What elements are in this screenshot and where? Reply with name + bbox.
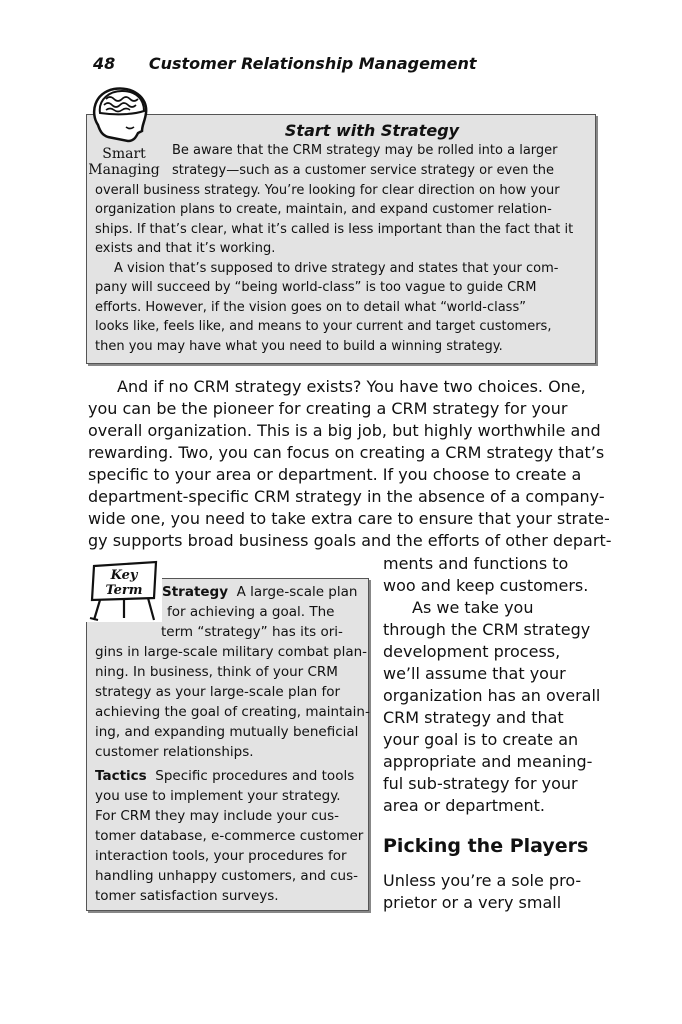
sidebar-title: Start with Strategy xyxy=(284,121,460,140)
sidebar-line: term “strategy” has its ori- xyxy=(161,624,343,640)
sidebar-line: efforts. However, if the vision goes on to detail what “world-class” xyxy=(95,300,526,315)
running-title: Customer Relationship Management xyxy=(148,54,477,73)
brain-head-icon xyxy=(88,85,152,145)
body-line: wide one, you need to take extra care to ensure that your strate- xyxy=(88,509,610,528)
sidebar-line: handling unhappy customers, and cus- xyxy=(95,868,358,884)
body-line: specific to your area or department. If you choose to create a xyxy=(88,465,582,484)
sidebar-line: A vision that’s supposed to drive strategy and states that your com- xyxy=(114,261,559,276)
smart-managing-sidebar xyxy=(86,114,596,364)
body-line: CRM strategy and that xyxy=(383,708,564,727)
body-line: you can be the pioneer for creating a CRM strategy for your xyxy=(88,399,568,418)
running-header xyxy=(93,54,477,73)
body-line: ments and functions to xyxy=(383,554,569,573)
body-line: ful sub-strategy for your xyxy=(383,774,578,793)
term-tactics: Tactics xyxy=(95,768,147,784)
body-line: And if no CRM strategy exists? You have two choices. One, xyxy=(117,377,586,396)
sidebar-line: pany will succeed by “being world-class” is too vague to guide CRM xyxy=(95,280,537,295)
sidebar-line: organization plans to create, maintain, and expand customer relation- xyxy=(95,202,552,217)
key-term-sidebar xyxy=(86,578,369,911)
sidebar-line: Be aware that the CRM strategy may be rolled into a larger xyxy=(172,143,558,158)
body-line: woo and keep customers. xyxy=(383,576,589,595)
sidebar-line: exists and that it’s working. xyxy=(95,241,276,256)
sidebar-line: gins in large-scale military combat plan- xyxy=(95,644,368,660)
sidebar-line: strategy as your large-scale plan for xyxy=(95,684,341,700)
body-line: overall organization. This is a big job, but highly worthwhile and xyxy=(88,421,601,440)
section-heading: Picking the Players xyxy=(383,835,589,857)
sidebar-line: achieving the goal of creating, maintain- xyxy=(95,704,370,720)
sidebar-line: ships. If that’s clear, what it’s called is less important than the fact that it xyxy=(95,222,574,237)
body-line: appropriate and meaning- xyxy=(383,752,593,771)
body-line: organization has an overall xyxy=(383,686,601,705)
sidebar-line: Tactics Specific procedures and tools xyxy=(95,768,355,784)
smart-managing-label: Smart Managing xyxy=(88,146,160,178)
body-line: As we take you xyxy=(412,598,534,617)
page-number: 48 xyxy=(93,54,116,73)
term-strategy: Strategy xyxy=(162,584,229,600)
sidebar-line: for achieving a goal. The xyxy=(167,604,335,620)
sidebar-line: customer relationships. xyxy=(95,744,254,760)
body-line: we’ll assume that your xyxy=(383,664,566,683)
sidebar-line: For CRM they may include your cus- xyxy=(95,808,340,824)
key-term-icon-label: Key xyxy=(110,568,138,583)
sidebar-line: ing, and expanding mutually beneficial xyxy=(95,724,359,740)
body-line: Unless you’re a sole pro- xyxy=(383,871,582,890)
body-line: rewarding. Two, you can focus on creating a CRM strategy that’s xyxy=(88,443,605,462)
sidebar-line: strategy—such as a customer service strategy or even the xyxy=(172,163,554,178)
sidebar-line: then you may have what you need to build a winning strategy. xyxy=(95,339,503,354)
sidebar-line: tomer database, e-commerce customer xyxy=(95,828,364,844)
sidebar-line: Strategy A large-scale plan xyxy=(162,584,358,600)
body-line: your goal is to create an xyxy=(383,730,579,749)
key-term-icon xyxy=(86,560,162,622)
key-term-icon-label: Term xyxy=(105,583,143,598)
sidebar-line: you use to implement your strategy. xyxy=(95,788,341,804)
sidebar-line: overall business strategy. You’re looking for clear direction on how your xyxy=(95,183,560,198)
body-line: development process, xyxy=(383,642,561,661)
body-line: through the CRM strategy xyxy=(383,620,591,639)
sidebar-line: looks like, feels like, and means to your current and target customers, xyxy=(95,319,552,334)
body-line: prietor or a very small xyxy=(383,893,562,912)
sidebar-line: tomer satisfaction surveys. xyxy=(95,888,279,904)
sidebar-line: interaction tools, your procedures for xyxy=(95,848,347,864)
body-line: gy supports broad business goals and the efforts of other depart- xyxy=(88,531,612,550)
body-line: area or department. xyxy=(383,796,545,815)
body-line: department-specific CRM strategy in the absence of a company- xyxy=(88,487,605,506)
sidebar-line: ning. In business, think of your CRM xyxy=(95,664,338,680)
